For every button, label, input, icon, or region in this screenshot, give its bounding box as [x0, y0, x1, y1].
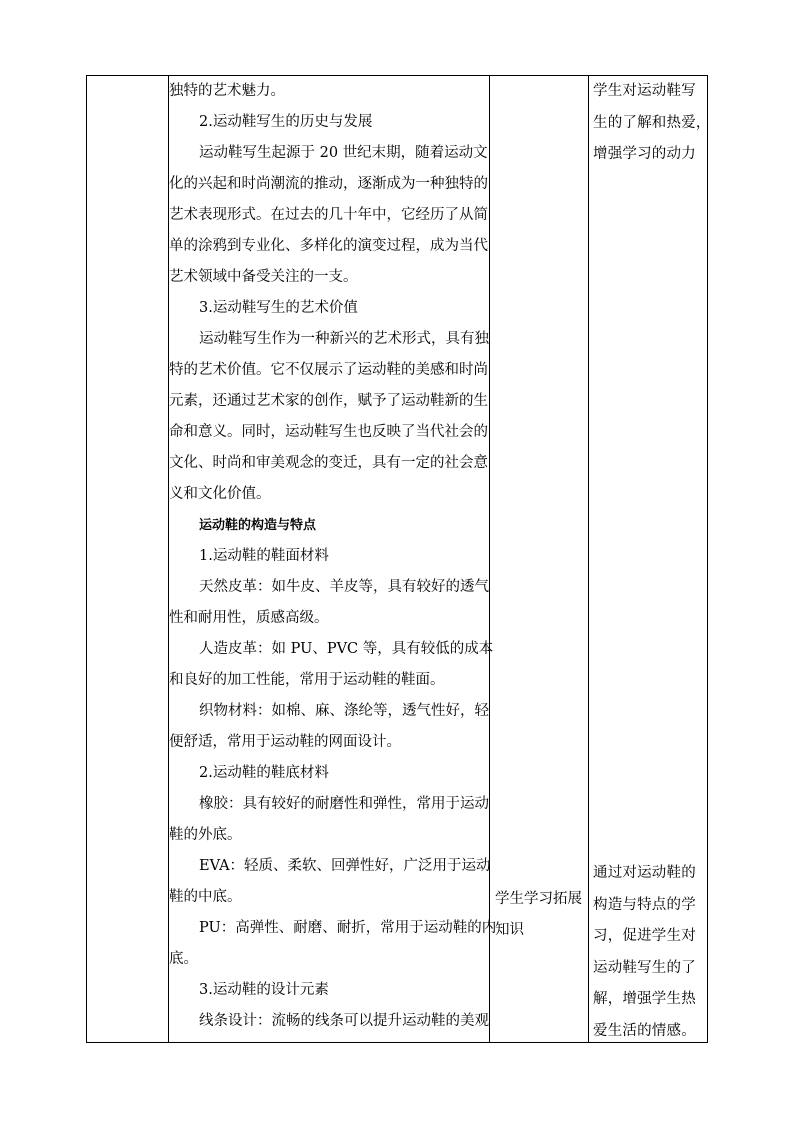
section-heading: 2.运动鞋的鞋底材料 [199, 765, 329, 781]
content-line: 化的兴起和时尚潮流的推动，逐渐成为一种独特的 [169, 176, 488, 192]
content-line: 元素，还通过艺术家的创作，赋予了运动鞋新的生 [169, 393, 488, 409]
design-intent-line: 习，促进学生对 [593, 928, 696, 944]
design-intent-line: 生的了解和热爱， [593, 114, 711, 131]
content-line: 底。 [169, 951, 198, 967]
content-line: 人造皮革：如 PU、PVC 等，具有较低的成本 [199, 641, 494, 657]
student-activity-line: 知识 [495, 922, 524, 938]
bold-heading: 运动鞋的构造与特点 [199, 518, 317, 533]
section-heading: 3.运动鞋的设计元素 [199, 982, 329, 998]
design-intent-line: 构造与特点的学 [593, 896, 696, 913]
design-intent-line: 增强学习的动力 [593, 146, 696, 162]
content-line: 艺术表现形式。在过去的几十年中，它经历了从简 [169, 207, 488, 223]
content-line: EVA：轻质、柔软、回弹性好，广泛用于运动 [199, 858, 491, 874]
content-line: 艺术领域中备受关注的一支。 [169, 269, 358, 285]
design-intent-line: 学生对运动鞋写 [593, 83, 696, 99]
content-column [169, 76, 497, 1037]
lesson-table [86, 75, 711, 1043]
section-heading: 1.运动鞋的鞋面材料 [199, 548, 329, 564]
content-line: 运动鞋写生起源于 20 世纪末期，随着运动文 [199, 145, 488, 161]
design-intent-line: 通过对运动鞋的 [593, 865, 696, 881]
content-line: 鞋的中底。 [169, 889, 242, 905]
content-line: 和良好的加工性能，常用于运动鞋的鞋面。 [169, 672, 445, 688]
design-intent-column-bottom [593, 858, 705, 1047]
design-intent-line: 爱生活的情感。 [593, 1022, 696, 1039]
content-line: 运动鞋写生作为一种新兴的艺术形式，具有独 [199, 331, 489, 347]
content-line: 鞋的外底。 [169, 827, 242, 843]
content-line: 便舒适，常用于运动鞋的网面设计。 [169, 734, 401, 750]
design-intent-line: 解，增强学生热 [593, 991, 696, 1007]
content-line: 线条设计：流畅的线条可以提升运动鞋的美观 [199, 1013, 489, 1029]
content-line: 织物材料：如棉、麻、涤纶等，透气性好，轻 [199, 703, 489, 719]
section-heading: 3.运动鞋写生的艺术价值 [199, 300, 358, 316]
content-line: 文化、时尚和审美观念的变迁，具有一定的社会意 [169, 455, 488, 471]
design-intent-line: 运动鞋写生的了 [593, 959, 696, 976]
content-line: 义和文化价值。 [169, 486, 271, 502]
student-activity-line: 学生学习拓展 [495, 891, 582, 907]
content-line: 特的艺术价值。它不仅展示了运动鞋的美感和时尚 [169, 362, 488, 378]
content-line: 独特的艺术魅力。 [169, 83, 285, 99]
content-line: 天然皮革：如牛皮、羊皮等，具有较好的透气 [199, 579, 489, 595]
column-divider [489, 76, 490, 1042]
content-line: 命和意义。同时，运动鞋写生也反映了当代社会的 [169, 424, 488, 440]
content-line: 橡胶：具有较好的耐磨性和弹性，常用于运动 [199, 796, 489, 812]
content-line: 单的涂鸦到专业化、多样化的演变过程，成为当代 [169, 238, 488, 254]
content-line: 性和耐用性，质感高级。 [169, 610, 329, 626]
section-heading: 2.运动鞋写生的历史与发展 [199, 114, 373, 130]
student-activity-column [495, 884, 589, 946]
content-line: PU：高弹性、耐磨、耐折，常用于运动鞋的内 [199, 920, 497, 936]
design-intent-column [593, 76, 711, 171]
